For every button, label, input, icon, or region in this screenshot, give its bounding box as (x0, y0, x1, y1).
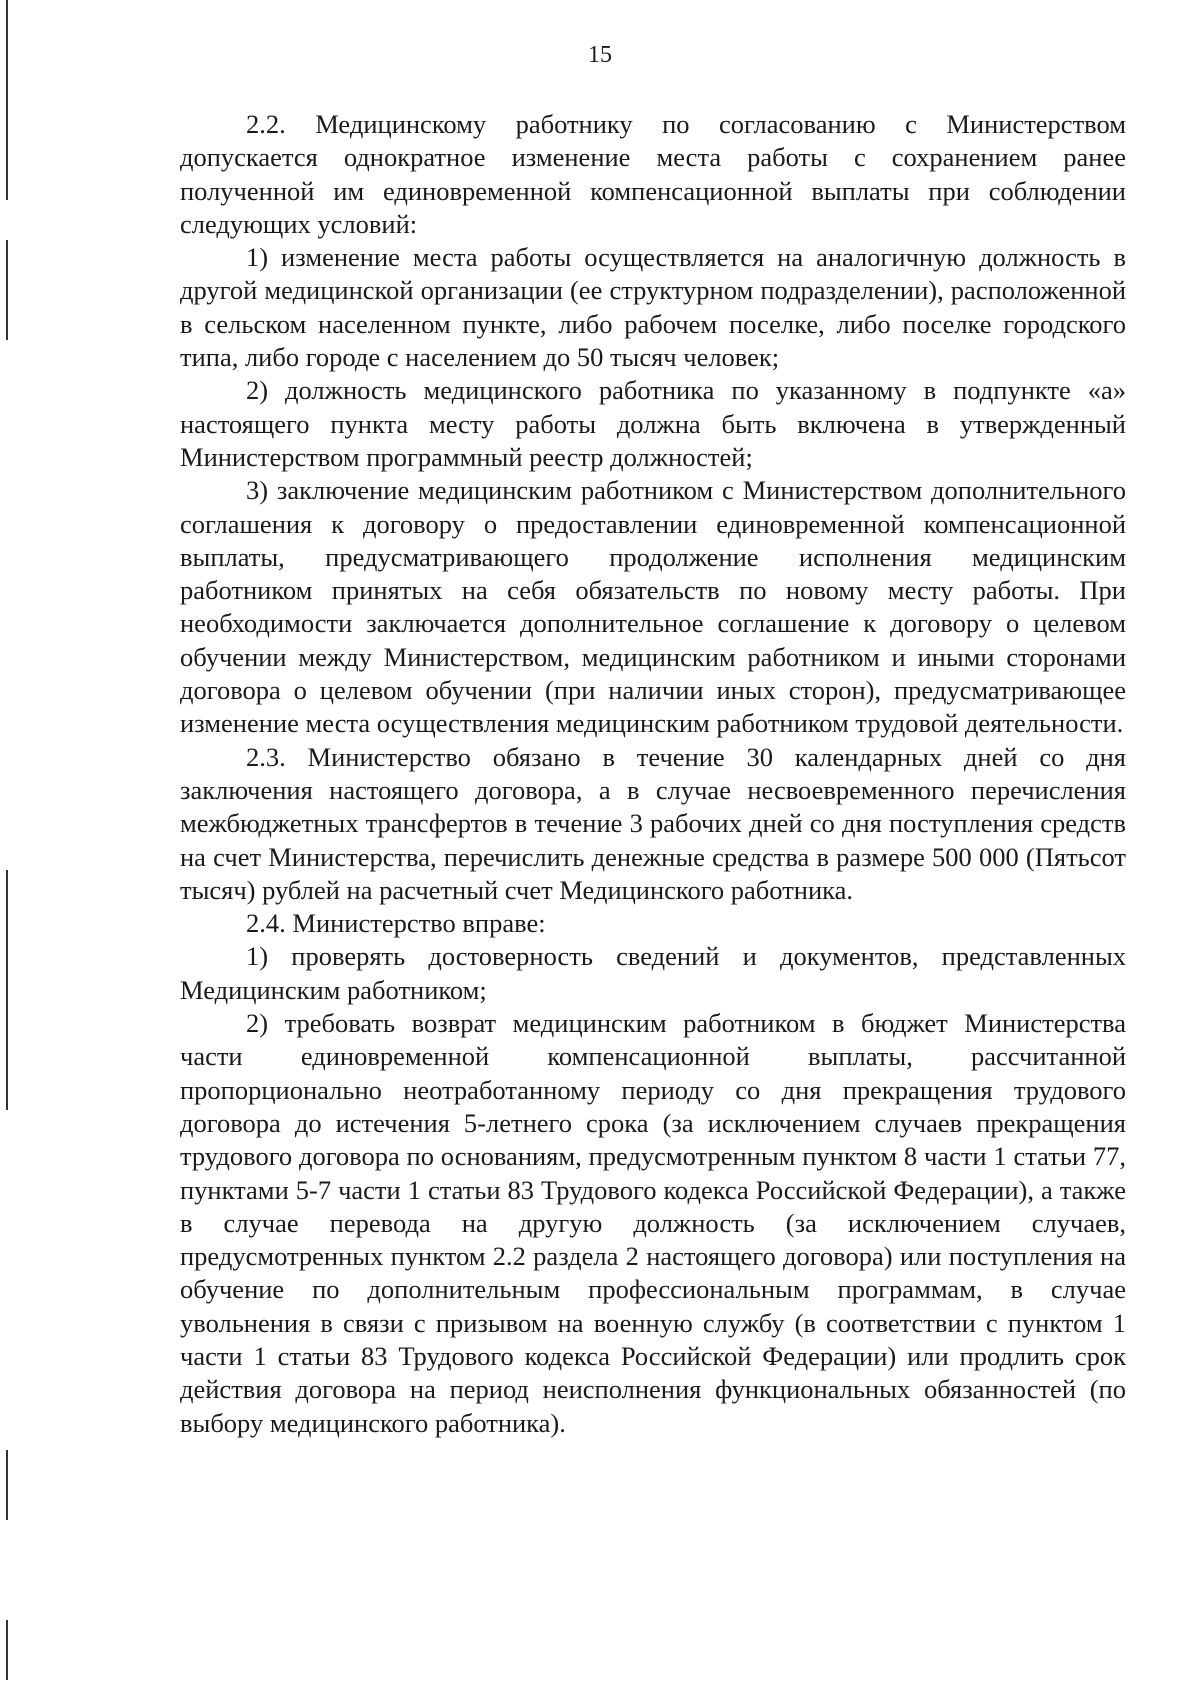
paragraph-2-4-item-2: 2) требовать возврат медицинским работником в бюджет Министерства части единовременной компенсационной выплаты, рассчитанной пропорционально неотработанному периоду со дня прекращения трудового договора до истечения 5-летнего срока (за исключением случаев прекращения трудового договора по основаниям, предусмотренным пунктом 8 части 1 статьи 77, пунктами 5-7 части 1 статьи 83 Трудового кодекса Российской Федерации), а также в случае перевода на другую должность (за исключением случаев, предусмотренных пунктом 2.2 раздела 2 настоящего договора) или поступления на обучение по дополнительным профессиональным программам, в случае увольнения в связи с призывом на военную службу (в соответствии с пунктом 1 части 1 статьи 83 Трудового кодекса Российской Федерации) или продлить срок действия договора на период неисполнения функциональных обязанностей (по выбору медицинского работника). (180, 1008, 1126, 1438)
document-body (180, 108, 1126, 1440)
paragraph-2-2-item-3: 3) заключение медицинским работником с Министерством дополнительного соглашения к договору о предоставлении единовременной компенсационной выплаты, предусматривающего продолжение исполнения медицинским работником принятых на себя обязательств по новому месту работы. При необходимости заключается дополнительное соглашение к договору о целевом обучении между Министерством, медицинским работником и иными сторонами договора о целевом обучении (при наличии иных сторон), предусматривающее изменение места осуществления медицинским работником трудовой деятельности. (180, 475, 1126, 739)
paragraph-2-4: 2.4. Министерство вправе: (246, 908, 546, 939)
paragraph-2-2-item-1: 1) изменение места работы осуществляется на аналогичную должность в другой медицинской организации (ее структурном подразделении), расположенной в сельском населенном пункте, либо рабочем поселке, либо поселке городского типа, либо городе с населением до 50 тысяч человек; (180, 242, 1126, 373)
scan-artifact-line (6, 870, 8, 1110)
paragraph-2-2-item-2: 2) должность медицинского работника по указанному в подпункте «а» настоящего пункта месту работы должна быть включена в утвержденный Министерством программный реестр должностей; (180, 375, 1126, 472)
paragraph-2-2: 2.2. Медицинскому работнику по согласованию с Министерством допускается однократное изменение места работы с сохранением ранее полученной им единовременной компенсационной выплаты при соблюдении следующих условий: (180, 109, 1126, 239)
scan-artifact-line (6, 0, 8, 200)
page-number: 15 (588, 42, 612, 68)
paragraph-2-4-item-1: 1) проверять достоверность сведений и документов, представленных Медицинским работником; (180, 941, 1126, 1005)
scan-artifact-line (6, 1450, 8, 1520)
scan-artifact-line (6, 240, 8, 340)
paragraph-2-3: 2.3. Министерство обязано в течение 30 календарных дней со дня заключения настоящего договора, а в случае несвоевременного перечисления межбюджетных трансфертов в течение 3 рабочих дней со дня поступления средств на счет Министерства, перечислить денежные средства в размере 500 000 (Пятьсот тысяч) рублей на расчетный счет Медицинского работника. (180, 741, 1126, 905)
scan-artifact-line (6, 1620, 8, 1680)
